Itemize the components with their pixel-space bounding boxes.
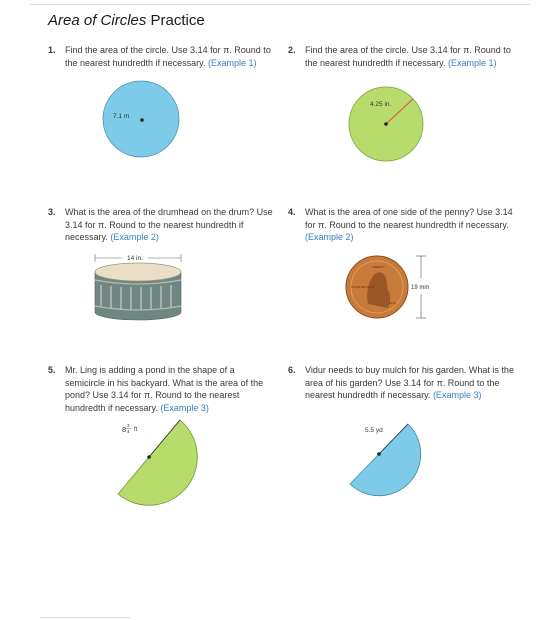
problem-1-text: [65, 44, 276, 69]
problem-4-text: [305, 206, 518, 244]
problem-5-text: [65, 364, 273, 414]
problem-6-number: 6.: [288, 365, 296, 375]
problem-3-number: 3.: [48, 207, 56, 217]
problem-3-example-link[interactable]: (Example 2): [110, 232, 159, 242]
problem-1-question: Find the area of the circle. Use 3.14 for π. Round to the nearest hundredth if necessary.: [65, 45, 271, 68]
problem-6-example-link[interactable]: (Example 3): [432, 390, 482, 400]
radius-label-denominator: 4: [127, 429, 130, 434]
center-point: [147, 455, 151, 459]
radius-label: 7.1 m: [113, 113, 130, 120]
problem-3-text: [65, 206, 276, 244]
coin-motto: IN GOD WE TRUST: [351, 286, 375, 289]
problem-2-figure: [348, 86, 424, 162]
radius-label-unit: ft: [134, 427, 138, 433]
problem-6-figure: [340, 416, 430, 496]
problem-5-question: Mr. Ling is adding a pond in the shape of a semicircle in his backyard. What is the area of the pond? Use 3.14 for π. Round to the nearest hundredth if necessary.: [65, 365, 264, 413]
green-semicircle: [118, 420, 197, 505]
problem-4-figure: [344, 254, 444, 320]
problem-6: [288, 364, 518, 402]
page-title: [48, 12, 205, 29]
diameter-label: 14 in.: [127, 255, 143, 262]
problem-5: [48, 364, 273, 414]
problem-6-text: [305, 364, 518, 402]
problem-1: [48, 44, 276, 69]
center-point: [384, 122, 388, 126]
problem-5-example-link[interactable]: (Example 3): [160, 402, 209, 413]
coin-year: 2019: [389, 301, 396, 305]
problem-2-question: Find the area of the circle. Use 3.14 for π. Round to the nearest hundredth if necessary.: [305, 45, 511, 68]
problem-4-question: What is the area of one side of the penny? Use 3.14 for π. Round to the nearest hundredth if necessary.: [305, 207, 513, 230]
radius-label: 4.25 in.: [370, 101, 392, 108]
problem-1-figure: [102, 80, 182, 160]
problem-2: [288, 44, 518, 69]
problem-5-figure: [100, 418, 200, 502]
diameter-label: 19 mm: [411, 285, 430, 291]
radius-label-whole: 8: [122, 425, 127, 434]
center-point: [377, 452, 381, 456]
page-title-italic: Area of Circles: [48, 12, 147, 29]
radius-label: [122, 423, 138, 434]
problem-2-text: [305, 44, 518, 69]
coin-liberty: LIBERTY: [372, 265, 385, 269]
problem-2-number: 2.: [288, 45, 296, 55]
radius-label: 5.5 yd: [365, 427, 383, 434]
drumhead: [95, 263, 181, 281]
problem-3: [48, 206, 276, 244]
problem-2-example-link[interactable]: (Example 1): [447, 57, 497, 68]
bottom-rule: [40, 617, 130, 618]
problem-1-number: 1.: [48, 45, 56, 55]
problem-3-question: What is the area of the drumhead on the drum? Use 3.14 for π. Round to the nearest hundredth if necessary.: [65, 207, 273, 242]
problem-5-number: 5.: [48, 365, 56, 375]
page-title-rest: Practice: [150, 12, 205, 29]
problem-4-example-link[interactable]: (Example 2): [305, 232, 354, 242]
center-point: [140, 118, 144, 122]
problem-4: [288, 206, 518, 244]
top-rule: [30, 4, 530, 5]
problem-4-number: 4.: [288, 207, 296, 217]
blue-semicircle: [350, 424, 421, 496]
radius-label-numerator: 3: [127, 423, 130, 428]
problem-6-question: Vidur needs to buy mulch for his garden. What is the area of his garden? Use 3.14 for π. Round to the nearest hundredth if necessary.: [305, 365, 514, 400]
problem-1-example-link[interactable]: (Example 1): [207, 57, 257, 68]
problem-3-figure: [92, 250, 184, 322]
